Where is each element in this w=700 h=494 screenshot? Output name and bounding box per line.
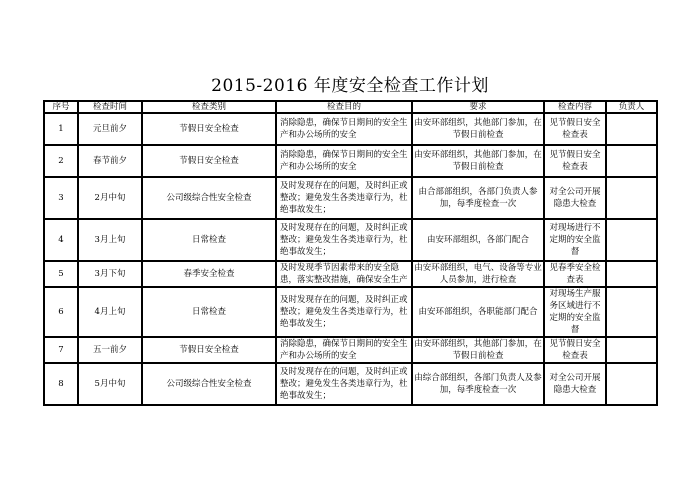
- cell-no: 5: [44, 261, 78, 287]
- cell-owner: [606, 145, 657, 177]
- cell-no: 6: [44, 287, 78, 337]
- cell-content: 对全公司开展隐患大检查: [544, 363, 606, 405]
- table-row: [44, 261, 657, 287]
- cell-no: 2: [44, 145, 78, 177]
- table-row: [44, 363, 657, 405]
- cell-time: 2月中旬: [78, 177, 142, 219]
- cell-content: 对全公司开展隐患大检查: [544, 177, 606, 219]
- cell-requirement: 由安环部组织，各部门配合: [412, 219, 544, 261]
- cell-requirement: 由综合部组织，各部门负责人及参加，每季度检查一次: [412, 363, 544, 405]
- header-content: 检查内容: [544, 101, 606, 113]
- cell-requirement: 由安环部组织，各职能部门配合: [412, 287, 544, 337]
- safety-plan-table: [43, 100, 658, 406]
- cell-no: 1: [44, 113, 78, 145]
- cell-no: 4: [44, 219, 78, 261]
- cell-category: 节假日安全检查: [142, 337, 276, 363]
- cell-category: 公司级综合性安全检查: [142, 177, 276, 219]
- cell-requirement: 由安环部组织，其他部门参加，在节假日前检查: [412, 337, 544, 363]
- cell-owner: [606, 261, 657, 287]
- cell-owner: [606, 287, 657, 337]
- cell-owner: [606, 337, 657, 363]
- table-header-row: [44, 101, 657, 113]
- cell-no: 3: [44, 177, 78, 219]
- cell-content: 对现场生产服务区域进行不定期的安全监督: [544, 287, 606, 337]
- cell-time: 5月中旬: [78, 363, 142, 405]
- header-no: 序号: [44, 101, 78, 113]
- cell-category: 公司级综合性安全检查: [142, 363, 276, 405]
- cell-requirement: 由安环部组织，其他部门参加，在节假日前检查: [412, 113, 544, 145]
- cell-content: 见春季安全检查表: [544, 261, 606, 287]
- cell-category: 日常检查: [142, 287, 276, 337]
- cell-purpose: 消除隐患，确保节日期间的安全生产和办公场所的安全: [276, 145, 412, 177]
- cell-time: 五一前夕: [78, 337, 142, 363]
- cell-no: 7: [44, 337, 78, 363]
- cell-purpose: 消除隐患，确保节日期间的安全生产和办公场所的安全: [276, 113, 412, 145]
- document-title: 2015-2016 年度安全检查工作计划: [211, 76, 489, 96]
- cell-category: 日常检查: [142, 219, 276, 261]
- cell-category: 节假日安全检查: [142, 113, 276, 145]
- header-purpose: 检查目的: [276, 101, 412, 113]
- cell-category: 节假日安全检查: [142, 145, 276, 177]
- cell-purpose: 及时发现存在的问题，及时纠正或整改；避免发生各类违章行为，杜绝事故发生；: [276, 363, 412, 405]
- cell-purpose: 及时发现存在的问题，及时纠正或整改；避免发生各类违章行为，杜绝事故发生；: [276, 219, 412, 261]
- header-time: 检查时间: [78, 101, 142, 113]
- cell-purpose: 及时发现存在的问题，及时纠正或整改；避免发生各类违章行为，杜绝事故发生；: [276, 177, 412, 219]
- cell-purpose: 及时发现存在的问题，及时纠正或整改；避免发生各类违章行为，杜绝事故发生；: [276, 287, 412, 337]
- cell-content: 对现场进行不定期的安全监督: [544, 219, 606, 261]
- header-owner: 负责人: [606, 101, 657, 113]
- table-row: [44, 113, 657, 145]
- header-requirement: 要求: [412, 101, 544, 113]
- cell-content: 见节假日安全检查表: [544, 337, 606, 363]
- cell-time: 3月下旬: [78, 261, 142, 287]
- cell-time: 4月上旬: [78, 287, 142, 337]
- cell-time: 春节前夕: [78, 145, 142, 177]
- cell-owner: [606, 219, 657, 261]
- table-row: [44, 145, 657, 177]
- cell-time: 元旦前夕: [78, 113, 142, 145]
- cell-category: 春季安全检查: [142, 261, 276, 287]
- cell-content: 见节假日安全检查表: [544, 113, 606, 145]
- cell-owner: [606, 363, 657, 405]
- table-row: [44, 219, 657, 261]
- cell-content: 见节假日安全检查表: [544, 145, 606, 177]
- header-category: 检查类别: [142, 101, 276, 113]
- table-row: [44, 177, 657, 219]
- cell-owner: [606, 113, 657, 145]
- cell-requirement: 由安环部组织，其他部门参加，在节假日前检查: [412, 145, 544, 177]
- table-row: [44, 287, 657, 337]
- cell-requirement: 由合部部组织，各部门负责人参加，每季度检查一次: [412, 177, 544, 219]
- cell-time: 3月上旬: [78, 219, 142, 261]
- cell-no: 8: [44, 363, 78, 405]
- cell-owner: [606, 177, 657, 219]
- cell-requirement: 由安环部组织，电气、设备等专业人员参加，进行检查: [412, 261, 544, 287]
- cell-purpose: 及时发现季节因素带来的安全隐患，落实整改措施，确保安全生产: [276, 261, 412, 287]
- cell-purpose: 消除隐患，确保节日期间的安全生产和办公场所的安全: [276, 337, 412, 363]
- table-row: [44, 337, 657, 363]
